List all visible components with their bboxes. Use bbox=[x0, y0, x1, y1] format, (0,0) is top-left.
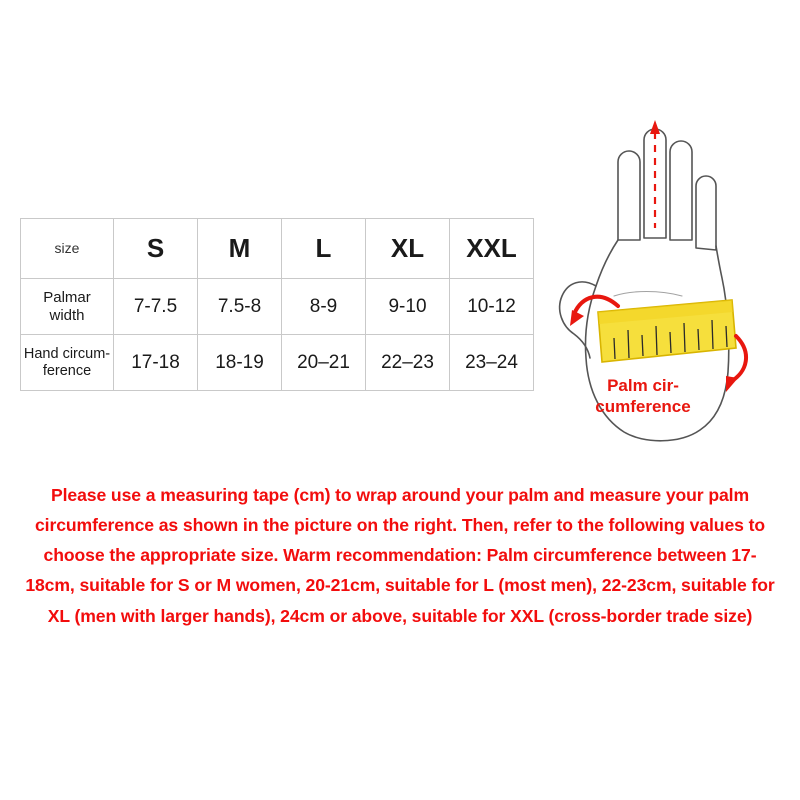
cell-palmar-width-s: 7-7.5 bbox=[114, 279, 198, 335]
arrow-head-left bbox=[570, 310, 584, 326]
cell-palmar-width-m: 7.5-8 bbox=[198, 279, 282, 335]
arrow-head-right bbox=[726, 376, 738, 392]
palm-circumference-caption bbox=[578, 375, 708, 418]
row-label-line1: Hand circum- bbox=[23, 345, 111, 362]
size-chart-table bbox=[20, 218, 534, 391]
table-corner-label bbox=[21, 219, 114, 279]
column-header-m: M bbox=[198, 219, 282, 279]
row-label-line2: width bbox=[49, 306, 85, 324]
cell-hand-circumference-xl: 22–23 bbox=[366, 335, 450, 391]
measuring-tape-graphic bbox=[598, 300, 736, 362]
table-row-palmar-width bbox=[21, 279, 534, 335]
column-header-l: L bbox=[282, 219, 366, 279]
row-label-hand-circumference bbox=[21, 335, 114, 391]
table-row-hand-circumference bbox=[21, 335, 534, 391]
row-label-line2: ference bbox=[42, 362, 92, 379]
caption-line1: Palm cir- bbox=[607, 376, 679, 395]
cell-hand-circumference-s: 17-18 bbox=[114, 335, 198, 391]
column-header-xxl: XXL bbox=[450, 219, 534, 279]
caption-line2: cumference bbox=[595, 397, 691, 417]
cell-hand-circumference-l: 20–21 bbox=[282, 335, 366, 391]
dashed-measure-arrow bbox=[650, 120, 660, 228]
instructions-paragraph: Please use a measuring tape (cm) to wrap around your palm and measure your palm circumference as shown in the picture on the right. Then, refer to the following values to choose the appropriate size. Warm recommendation: Palm circumference between 17-18cm, suitable for S or M women, 20-21cm, suitable for L (most men), 22-23cm, suitable for XL (men with larger hands), 24cm or above, suitable for XXL (cross-border trade size) bbox=[25, 484, 775, 626]
table-header-row bbox=[21, 219, 534, 279]
row-label-palmar-width bbox=[21, 279, 114, 335]
cell-hand-circumference-xxl: 23–24 bbox=[450, 335, 534, 391]
row-label-line1: Palmar bbox=[43, 289, 91, 307]
cell-palmar-width-xxl: 10-12 bbox=[450, 279, 534, 335]
cell-palmar-width-xl: 9-10 bbox=[366, 279, 450, 335]
column-header-s: S bbox=[114, 219, 198, 279]
column-header-xl: XL bbox=[366, 219, 450, 279]
cell-palmar-width-l: 8-9 bbox=[282, 279, 366, 335]
cell-hand-circumference-m: 18-19 bbox=[198, 335, 282, 391]
size-word: size bbox=[54, 239, 80, 256]
